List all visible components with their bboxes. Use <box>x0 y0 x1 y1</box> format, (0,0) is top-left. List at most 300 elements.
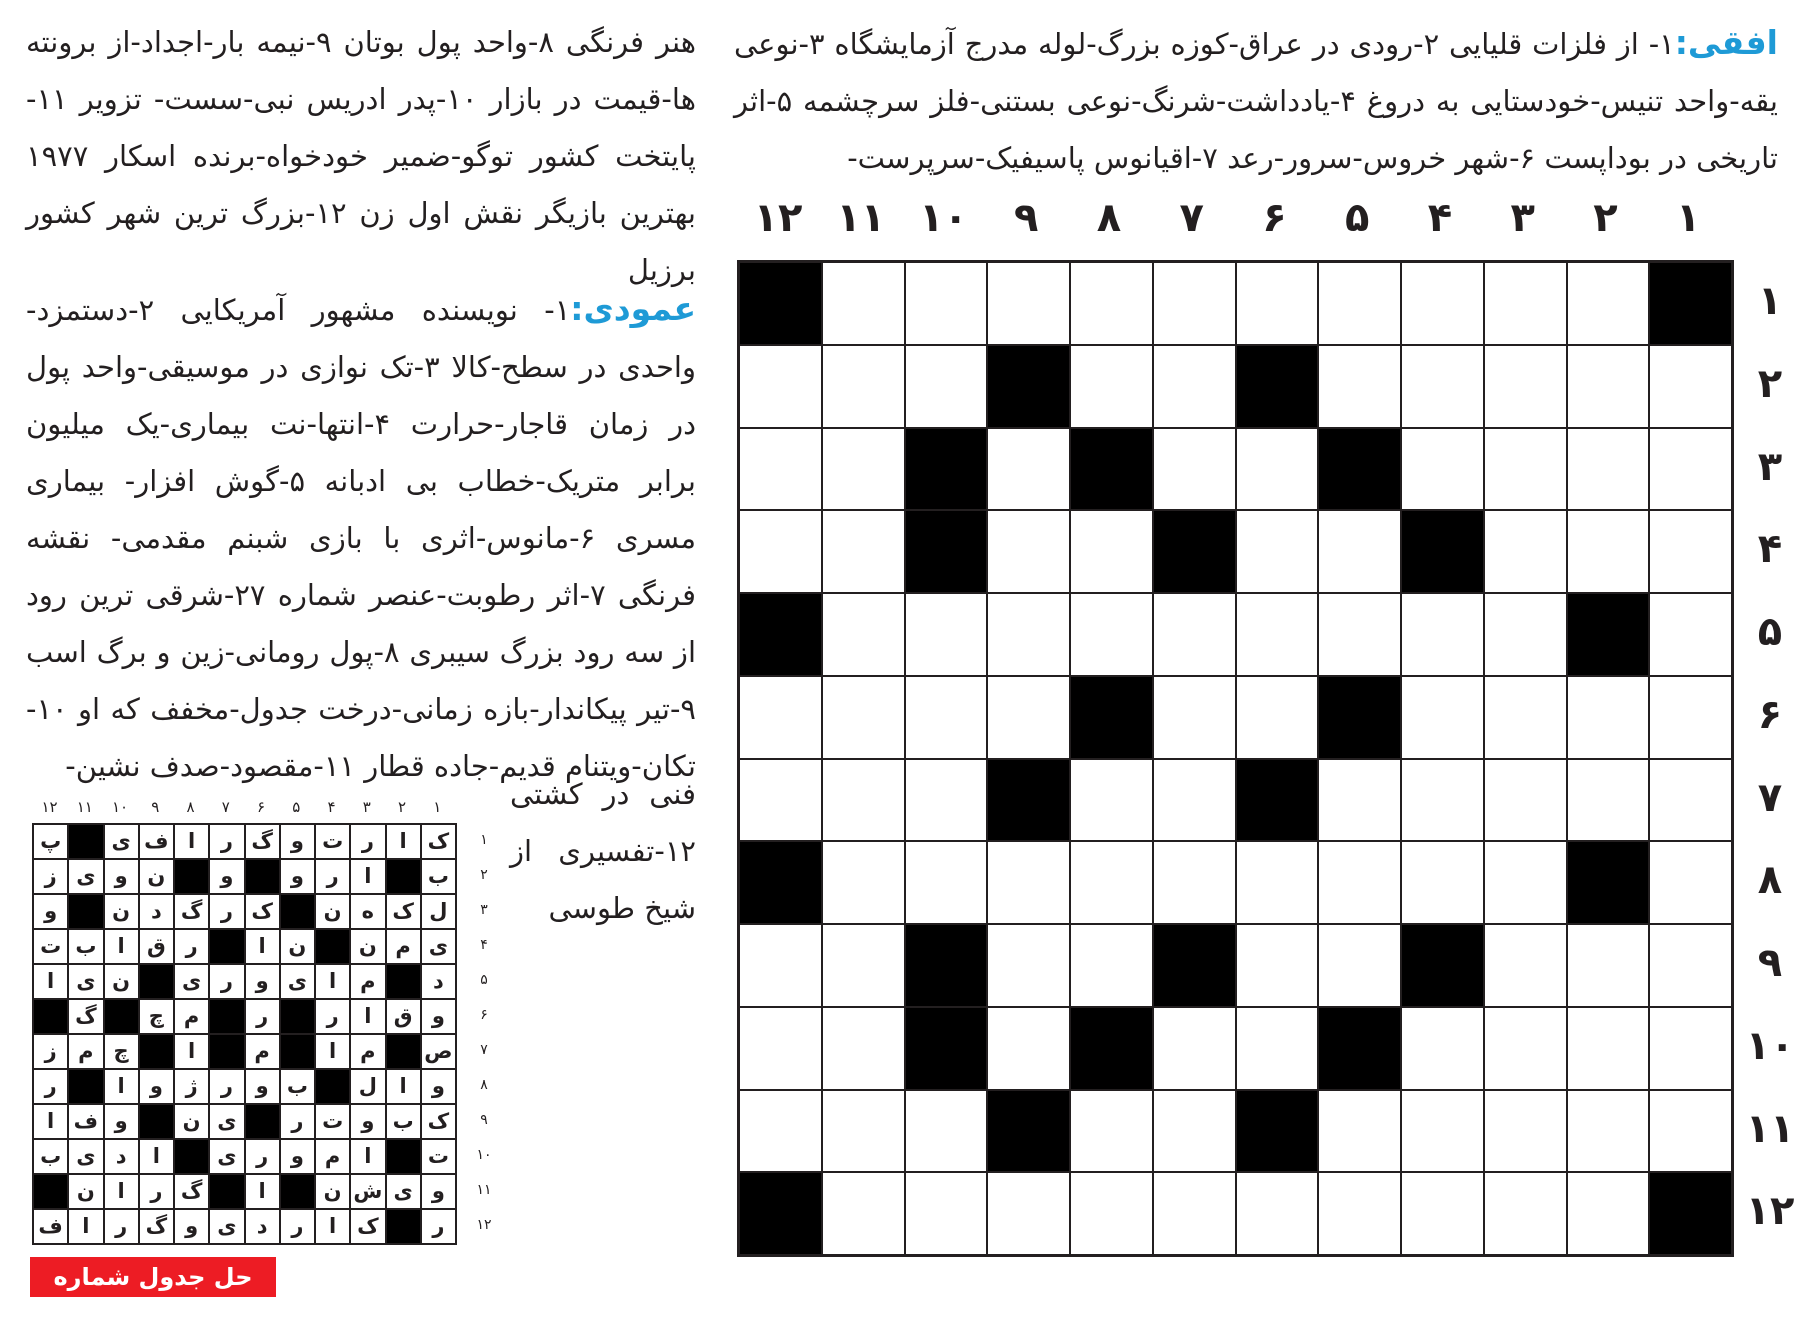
column-label: ۵ <box>1345 195 1370 241</box>
solution-column-label: ۱۲ <box>41 798 58 816</box>
grid-cell-empty[interactable] <box>987 593 1070 676</box>
grid-cell-empty[interactable] <box>1070 924 1153 1007</box>
solution-cell: ب <box>68 929 103 964</box>
grid-cell-empty[interactable] <box>1649 345 1732 428</box>
grid-cell-empty[interactable] <box>822 1090 905 1173</box>
solution-cell: ر <box>245 999 280 1034</box>
solution-cell: ف <box>68 1104 103 1139</box>
grid-cell-empty[interactable] <box>739 345 822 428</box>
grid-cell-empty[interactable] <box>1484 593 1567 676</box>
solution-row-label: ۸ <box>480 1077 488 1093</box>
solution-cell: پ <box>33 824 68 859</box>
grid-cell-empty[interactable] <box>1236 841 1319 924</box>
row-label: ۱۱ <box>1745 1105 1795 1152</box>
solution-cell: ص <box>421 1034 456 1069</box>
grid-cell-empty[interactable] <box>822 759 905 842</box>
grid-cell-black <box>1318 428 1401 511</box>
solution-cell: ا <box>104 1069 139 1104</box>
grid-cell-empty[interactable] <box>1649 428 1732 511</box>
grid-cell-empty[interactable] <box>905 262 988 345</box>
solution-cell: ر <box>209 964 244 999</box>
crossword-grid <box>737 260 1734 1257</box>
solution-cell: چ <box>139 999 174 1034</box>
grid-cell-empty[interactable] <box>1153 841 1236 924</box>
grid-cell-black <box>1401 924 1484 1007</box>
grid-cell-empty[interactable] <box>1236 428 1319 511</box>
grid-cell-empty[interactable] <box>1153 1007 1236 1090</box>
down-clues-text: ۱- نویسنده مشهور آمریکایی ۲-دستمزد- واحدی در سطح-کالا ۳-تک نوازی در موسیقی-واحد پول در زمان قاجار-حرارت ۴-انتها-نت بیماری-یک میلیون برابر متریک-خطاب بی ادبانه ۵-گوش افزار- بیماری مسری ۶-مانوس-اثری با بازی شبنم مقدمی- نقشه فرنگی ۷-اثر رطوبت-عنصر شماره ۲۷-شرقی ترین رود از سه رود بزرگ سیبری ۸-پول رومانی-زین و برگ اسب ۹-تیر پیکاندار-بازه زمانی-درخت جدول-مخفف که او ۱۰-تکان-ویتنام قدیم-جاده قطار ۱۱-مقصود-صدف نشین- <box>26 293 697 783</box>
solution-cell: ا <box>350 859 385 894</box>
down-clues <box>26 280 696 795</box>
solution-cell: ا <box>33 964 68 999</box>
solution-cell: چ <box>104 1034 139 1069</box>
solution-cell: ا <box>104 929 139 964</box>
solution-row-label: ۱۰ <box>476 1147 492 1163</box>
solution-cell: ف <box>139 824 174 859</box>
grid-cell-empty[interactable] <box>1153 759 1236 842</box>
grid-cell-empty[interactable] <box>1567 345 1650 428</box>
column-label: ۱ <box>1676 195 1701 241</box>
solution-grid <box>32 823 457 1245</box>
solution-cell-black <box>104 999 139 1034</box>
grid-cell-empty[interactable] <box>822 841 905 924</box>
solution-cell-black <box>386 1034 421 1069</box>
solution-row-label: ۴ <box>480 937 488 953</box>
grid-cell-empty[interactable] <box>1649 759 1732 842</box>
grid-cell-empty[interactable] <box>822 262 905 345</box>
solution-cell-black <box>315 929 350 964</box>
solution-row-label: ۹ <box>480 1112 488 1128</box>
solution-cell: و <box>139 1069 174 1104</box>
solution-cell-black <box>174 859 209 894</box>
solution-cell: ی <box>209 1209 244 1244</box>
solution-cell: ی <box>421 929 456 964</box>
grid-cell-empty[interactable] <box>739 1090 822 1173</box>
solution-cell: ک <box>386 894 421 929</box>
solution-cell: د <box>104 1139 139 1174</box>
grid-cell-empty[interactable] <box>987 1007 1070 1090</box>
solution-cell: گ <box>174 1174 209 1209</box>
row-label: ۴ <box>1757 526 1783 573</box>
solution-cell: ه <box>350 894 385 929</box>
grid-cell-empty[interactable] <box>1484 759 1567 842</box>
solution-cell: ش <box>350 1174 385 1209</box>
grid-cell-empty[interactable] <box>1567 1090 1650 1173</box>
grid-cell-empty[interactable] <box>1567 1007 1650 1090</box>
solution-cell: ک <box>421 1104 456 1139</box>
grid-cell-empty[interactable] <box>1070 1090 1153 1173</box>
grid-cell-empty[interactable] <box>1153 428 1236 511</box>
grid-cell-black <box>905 510 988 593</box>
grid-cell-black <box>739 262 822 345</box>
grid-cell-empty[interactable] <box>905 676 988 759</box>
solution-column-label: ۵ <box>292 798 301 816</box>
solution-cell: ل <box>421 894 456 929</box>
solution-cell: و <box>245 1069 280 1104</box>
grid-cell-empty[interactable] <box>739 676 822 759</box>
solution-cell-black <box>280 1034 315 1069</box>
grid-cell-empty[interactable] <box>987 924 1070 1007</box>
solution-cell: ر <box>174 929 209 964</box>
row-label: ۶ <box>1757 691 1783 738</box>
grid-cell-empty[interactable] <box>822 676 905 759</box>
solution-column-label: ۱۱ <box>76 798 93 816</box>
column-label: ۹ <box>1014 195 1039 241</box>
grid-cell-black <box>1318 1007 1401 1090</box>
grid-cell-black <box>1318 676 1401 759</box>
grid-cell-black <box>1567 593 1650 676</box>
grid-cell-black <box>1649 262 1732 345</box>
solution-cell: ا <box>104 1174 139 1209</box>
solution-caption: حل جدول شماره ۱۸۴۸ <box>30 1257 276 1297</box>
solution-cell: ن <box>104 894 139 929</box>
solution-cell: ب <box>280 1069 315 1104</box>
grid-cell-empty[interactable] <box>1567 262 1650 345</box>
solution-cell: م <box>350 964 385 999</box>
solution-cell: ب <box>33 1139 68 1174</box>
solution-cell: گ <box>245 824 280 859</box>
solution-cell: ا <box>245 929 280 964</box>
grid-cell-black <box>1070 1007 1153 1090</box>
column-label: ۴ <box>1427 195 1453 241</box>
column-label: ۱۱ <box>836 195 886 241</box>
grid-cell-black <box>987 759 1070 842</box>
grid-cell-empty[interactable] <box>1153 262 1236 345</box>
grid-cell-empty[interactable] <box>1236 262 1319 345</box>
solution-cell-black <box>174 1139 209 1174</box>
grid-cell-empty[interactable] <box>1153 593 1236 676</box>
grid-cell-black <box>1401 510 1484 593</box>
solution-cell: ا <box>386 1069 421 1104</box>
grid-cell-empty[interactable] <box>739 1007 822 1090</box>
grid-cell-empty[interactable] <box>905 759 988 842</box>
solution-cell-black <box>68 1069 103 1104</box>
solution-cell: و <box>280 1139 315 1174</box>
grid-cell-empty[interactable] <box>1318 759 1401 842</box>
solution-cell: ا <box>33 1104 68 1139</box>
grid-cell-empty[interactable] <box>1070 841 1153 924</box>
solution-cell: و <box>280 824 315 859</box>
grid-cell-empty[interactable] <box>905 593 988 676</box>
grid-cell-empty[interactable] <box>1567 1172 1650 1255</box>
solution-cell: ا <box>245 1174 280 1209</box>
solution-column-label: ۳ <box>362 798 371 816</box>
solution-cell: ی <box>68 964 103 999</box>
solution-cell: ر <box>33 1069 68 1104</box>
grid-cell-empty[interactable] <box>1567 924 1650 1007</box>
grid-cell-empty[interactable] <box>1649 1007 1732 1090</box>
grid-cell-empty[interactable] <box>1567 510 1650 593</box>
grid-cell-empty[interactable] <box>739 428 822 511</box>
solution-cell: ا <box>174 824 209 859</box>
solution-column-label: ۷ <box>221 798 230 816</box>
solution-cell-black <box>280 1174 315 1209</box>
grid-cell-empty[interactable] <box>739 924 822 1007</box>
solution-row-label: ۶ <box>480 1007 488 1023</box>
grid-cell-empty[interactable] <box>1649 510 1732 593</box>
grid-cell-black <box>987 345 1070 428</box>
grid-cell-empty[interactable] <box>1484 1172 1567 1255</box>
grid-cell-empty[interactable] <box>1153 676 1236 759</box>
grid-cell-empty[interactable] <box>1318 345 1401 428</box>
solution-cell-black <box>33 1174 68 1209</box>
grid-cell-empty[interactable] <box>1484 924 1567 1007</box>
grid-cell-empty[interactable] <box>1649 1090 1732 1173</box>
grid-cell-empty[interactable] <box>1236 1007 1319 1090</box>
grid-cell-empty[interactable] <box>1401 262 1484 345</box>
solution-column-label: ۹ <box>151 798 160 816</box>
grid-cell-empty[interactable] <box>1070 1172 1153 1255</box>
solution-cell: ا <box>350 1139 385 1174</box>
grid-cell-empty[interactable] <box>822 510 905 593</box>
grid-cell-empty[interactable] <box>1484 510 1567 593</box>
solution-cell: ن <box>315 1174 350 1209</box>
across-heading: افقی: <box>1674 23 1778 62</box>
grid-cell-empty[interactable] <box>1567 428 1650 511</box>
solution-cell: د <box>421 964 456 999</box>
solution-cell: ا <box>174 1034 209 1069</box>
solution-row-label: ۲ <box>480 867 488 883</box>
grid-cell-empty[interactable] <box>1401 759 1484 842</box>
grid-cell-empty[interactable] <box>1401 1007 1484 1090</box>
solution-cell: ا <box>315 1209 350 1244</box>
grid-cell-empty[interactable] <box>1649 676 1732 759</box>
grid-cell-empty[interactable] <box>1649 593 1732 676</box>
grid-cell-empty[interactable] <box>822 924 905 1007</box>
solution-cell: ن <box>139 859 174 894</box>
solution-cell: و <box>350 1104 385 1139</box>
grid-cell-empty[interactable] <box>1153 1090 1236 1173</box>
grid-cell-empty[interactable] <box>987 510 1070 593</box>
grid-cell-empty[interactable] <box>1236 676 1319 759</box>
solution-cell: ل <box>350 1069 385 1104</box>
grid-cell-empty[interactable] <box>1318 1090 1401 1173</box>
grid-cell-empty[interactable] <box>1070 345 1153 428</box>
solution-cell: ن <box>350 929 385 964</box>
solution-cell: د <box>139 894 174 929</box>
solution-cell: م <box>315 1139 350 1174</box>
row-label: ۹ <box>1757 940 1783 986</box>
grid-cell-empty[interactable] <box>1153 345 1236 428</box>
grid-cell-empty[interactable] <box>1236 1172 1319 1255</box>
grid-cell-empty[interactable] <box>1070 593 1153 676</box>
across-clues-continued <box>26 14 696 299</box>
solution-cell: و <box>104 859 139 894</box>
grid-cell-empty[interactable] <box>1484 676 1567 759</box>
grid-cell-empty[interactable] <box>822 428 905 511</box>
solution-column-label: ۱۰ <box>111 798 129 816</box>
solution-cell: ک <box>245 894 280 929</box>
solution-cell: ت <box>315 1104 350 1139</box>
solution-cell: ا <box>386 824 421 859</box>
grid-cell-empty[interactable] <box>1318 593 1401 676</box>
grid-cell-empty[interactable] <box>1484 345 1567 428</box>
grid-cell-empty[interactable] <box>1567 676 1650 759</box>
down-clues-text-continued: فنی در کشتی ۱۲-تفسیری از شیخ طوسی <box>510 777 696 925</box>
solution-cell: م <box>386 929 421 964</box>
grid-cell-empty[interactable] <box>822 1172 905 1255</box>
grid-cell-empty[interactable] <box>905 841 988 924</box>
grid-cell-empty[interactable] <box>822 345 905 428</box>
solution-cell: ر <box>209 1069 244 1104</box>
grid-cell-empty[interactable] <box>1070 262 1153 345</box>
grid-cell-empty[interactable] <box>1318 510 1401 593</box>
grid-cell-black <box>1153 924 1236 1007</box>
grid-cell-empty[interactable] <box>1484 428 1567 511</box>
grid-cell-empty[interactable] <box>822 593 905 676</box>
grid-cell-empty[interactable] <box>987 841 1070 924</box>
solution-cell-black <box>315 1069 350 1104</box>
row-label: ۱ <box>1757 278 1783 324</box>
solution-cell-black <box>245 859 280 894</box>
solution-cell-black <box>139 964 174 999</box>
grid-cell-black <box>1236 345 1319 428</box>
solution-cell: و <box>280 859 315 894</box>
solution-cell: گ <box>68 999 103 1034</box>
grid-cell-black <box>1236 759 1319 842</box>
grid-cell-empty[interactable] <box>987 676 1070 759</box>
grid-cell-empty[interactable] <box>1401 676 1484 759</box>
grid-cell-empty[interactable] <box>987 1172 1070 1255</box>
solution-cell: م <box>68 1034 103 1069</box>
grid-cell-black <box>739 1172 822 1255</box>
grid-cell-empty[interactable] <box>1401 593 1484 676</box>
solution-cell: م <box>350 1034 385 1069</box>
grid-cell-empty[interactable] <box>1070 510 1153 593</box>
solution-cell: ن <box>104 964 139 999</box>
solution-column-label: ۱ <box>433 798 442 816</box>
solution-cell: ا <box>68 1209 103 1244</box>
grid-cell-empty[interactable] <box>1318 924 1401 1007</box>
solution-cell: ر <box>245 1139 280 1174</box>
solution-cell: ا <box>315 964 350 999</box>
solution-cell: و <box>33 894 68 929</box>
grid-cell-black <box>987 1090 1070 1173</box>
solution-cell-black <box>209 999 244 1034</box>
solution-cell: ن <box>174 1104 209 1139</box>
solution-cell: ب <box>421 859 456 894</box>
solution-row-label: ۵ <box>480 972 488 988</box>
grid-cell-black <box>905 924 988 1007</box>
solution-cell: ی <box>209 1104 244 1139</box>
solution-cell: ا <box>350 999 385 1034</box>
grid-cell-empty[interactable] <box>1484 1007 1567 1090</box>
solution-cell: ی <box>104 824 139 859</box>
column-label: ۸ <box>1096 195 1122 241</box>
grid-cell-empty[interactable] <box>739 510 822 593</box>
grid-cell-empty[interactable] <box>1153 1172 1236 1255</box>
solution-cell: و <box>245 964 280 999</box>
solution-cell: ز <box>33 859 68 894</box>
solution-cell-black <box>280 894 315 929</box>
grid-cell-empty[interactable] <box>905 1090 988 1173</box>
solution-cell: ی <box>68 1139 103 1174</box>
solution-cell-black <box>386 1209 421 1244</box>
grid-cell-empty[interactable] <box>987 262 1070 345</box>
solution-cell: و <box>421 999 456 1034</box>
grid-cell-empty[interactable] <box>739 759 822 842</box>
solution-row-label: ۳ <box>480 902 488 918</box>
grid-cell-empty[interactable] <box>905 1172 988 1255</box>
grid-cell-black <box>905 1007 988 1090</box>
solution-cell-black <box>280 999 315 1034</box>
grid-cell-empty[interactable] <box>1318 1172 1401 1255</box>
solution-cell-black <box>139 1104 174 1139</box>
grid-cell-empty[interactable] <box>1401 428 1484 511</box>
solution-cell: ر <box>139 1174 174 1209</box>
grid-cell-empty[interactable] <box>1318 262 1401 345</box>
down-clues-continued <box>510 766 696 937</box>
row-label: ۱۲ <box>1745 1188 1795 1235</box>
solution-row-label: ۱ <box>480 832 488 848</box>
grid-cell-empty[interactable] <box>905 345 988 428</box>
across-clues <box>734 14 1778 187</box>
grid-cell-empty[interactable] <box>1484 1090 1567 1173</box>
solution-cell-black <box>33 999 68 1034</box>
grid-cell-empty[interactable] <box>1236 593 1319 676</box>
grid-cell-empty[interactable] <box>1236 924 1319 1007</box>
grid-cell-black <box>1070 428 1153 511</box>
row-label: ۲ <box>1757 360 1783 407</box>
solution-row-label: ۱۱ <box>476 1182 492 1198</box>
solution-cell-black <box>386 964 421 999</box>
solution-cell-black <box>209 1174 244 1209</box>
across-clues-text: ۱- از فلزات قلیایی ۲-رودی در عراق-کوزه بزرگ-لوله مدرج آزمایشگاه ۳-نوعی یقه-واحد تنیس-خودستایی به دروغ ۴-یادداشت-شرنگ-نوعی بستنی-فلز سرچشمه ۵-اثر تاریخی در بوداپست ۶-شهر خروس-سرور-رعد ۷-اقیانوس پاسیفیک-سرپرست- <box>734 27 1778 175</box>
solution-cell: م <box>174 999 209 1034</box>
solution-cell: و <box>421 1174 456 1209</box>
down-heading: عمودی: <box>570 289 696 328</box>
grid-cell-empty[interactable] <box>1649 924 1732 1007</box>
grid-cell-black <box>1070 676 1153 759</box>
solution-cell: ت <box>315 824 350 859</box>
solution-cell: ی <box>209 1139 244 1174</box>
row-label: ۳ <box>1757 443 1783 490</box>
column-label: ۶ <box>1262 195 1287 241</box>
solution-cell: ن <box>280 929 315 964</box>
solution-cell: ی <box>280 964 315 999</box>
grid-cell-empty[interactable] <box>1484 841 1567 924</box>
grid-cell-empty[interactable] <box>1236 510 1319 593</box>
grid-cell-empty[interactable] <box>1070 759 1153 842</box>
solution-cell: ت <box>33 929 68 964</box>
solution-cell: ز <box>33 1034 68 1069</box>
solution-cell: ر <box>104 1209 139 1244</box>
grid-cell-black <box>1236 1090 1319 1173</box>
grid-cell-empty[interactable] <box>1567 759 1650 842</box>
grid-cell-empty[interactable] <box>1318 841 1401 924</box>
solution-cell: م <box>245 1034 280 1069</box>
grid-cell-empty[interactable] <box>1401 1172 1484 1255</box>
grid-cell-empty[interactable] <box>1401 841 1484 924</box>
solution-cell-black <box>386 859 421 894</box>
grid-cell-black <box>1649 1172 1732 1255</box>
column-label: ۷ <box>1179 195 1204 241</box>
grid-cell-empty[interactable] <box>1484 262 1567 345</box>
solution-cell: ی <box>174 964 209 999</box>
grid-cell-empty[interactable] <box>1401 345 1484 428</box>
solution-cell-black <box>386 1139 421 1174</box>
grid-cell-empty[interactable] <box>987 428 1070 511</box>
grid-cell-empty[interactable] <box>822 1007 905 1090</box>
grid-cell-empty[interactable] <box>1401 1090 1484 1173</box>
solution-row-label: ۷ <box>480 1042 488 1058</box>
solution-cell: ر <box>315 999 350 1034</box>
grid-cell-empty[interactable] <box>1649 841 1732 924</box>
solution-cell: و <box>174 1209 209 1244</box>
solution-cell: ق <box>386 999 421 1034</box>
solution-cell: د <box>245 1209 280 1244</box>
solution-cell: ر <box>280 1209 315 1244</box>
